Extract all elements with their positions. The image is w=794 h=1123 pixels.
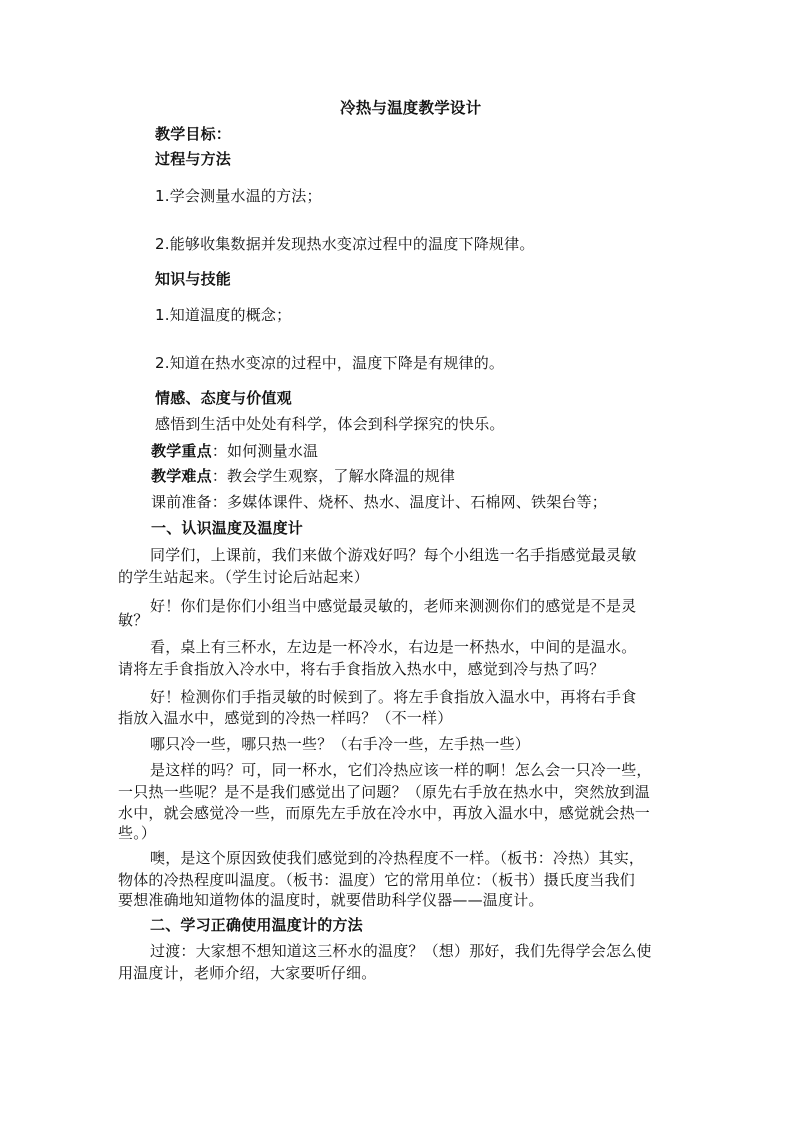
process-item: 2.能够收集数据并发现热水变凉过程中的温度下降规律。 xyxy=(155,235,535,253)
paragraph-line: 哪只冷一些，哪只热一些？（右手冷一些，左手热一些） xyxy=(150,735,531,753)
paragraph-line: 敏？ xyxy=(118,611,149,629)
paragraph-line: 物体的冷热程度叫温度。（板书：温度）它的常用单位：（板书）摄氏度当我们 xyxy=(118,871,636,889)
key-point-label: 教学重点 xyxy=(151,442,212,460)
paragraph-line: 一只热一些呢？是不是我们感觉出了问题？（原先右手放在热水中，突然放到温 xyxy=(118,783,651,801)
difficulty-text: ：教会学生观察，了解水降温的规律 xyxy=(211,467,456,485)
emotion-text: 感悟到生活中处处有科学，体会到科学探究的快乐。 xyxy=(155,415,505,433)
process-item: 1.学会测量水温的方法； xyxy=(155,187,322,205)
paragraph-line: 请将左手食指放入冷水中，将右手食指放入热水中，感觉到冷与热了吗？ xyxy=(118,660,605,678)
paragraph-line: 些。） xyxy=(118,824,157,842)
paragraph-line: 过渡：大家想不想知道这三杯水的温度？（想）那好，我们先得学会怎么使 xyxy=(150,942,652,960)
preparation: 课前准备：多媒体课件、烧杯、热水、温度计、石棉网、铁架台等； xyxy=(151,493,608,511)
paragraph-line: 是这样的吗？可，同一杯水，它们冷热应该一样的啊！怎么会一只冷一些， xyxy=(150,761,652,779)
knowledge-heading: 知识与技能 xyxy=(155,270,232,288)
paragraph-line: 水中，就会感觉冷一些，而原先左手放在冷水中，再放入温水中，感觉就会热一 xyxy=(118,804,651,822)
paragraph-line: 同学们，上课前，我们来做个游戏好吗？每个小组选一名手指感觉最灵敏 xyxy=(150,546,637,564)
paragraph-line: 好！你们是你们小组当中感觉最灵敏的，老师来测测你们的感觉是不是灵 xyxy=(150,597,637,615)
knowledge-item: 1.知道温度的概念； xyxy=(155,306,292,324)
paragraph-line: 噢，是这个原因致使我们感觉到的冷热程度不一样。（板书：冷热）其实， xyxy=(150,849,645,867)
paragraph-line: 要想准确地知道物体的温度时，就要借助科学仪器——温度计。 xyxy=(118,891,544,909)
process-heading: 过程与方法 xyxy=(155,150,232,168)
key-point xyxy=(151,441,318,461)
paragraph-line: 的学生站起来。（学生讨论后站起来） xyxy=(118,568,369,586)
section1-heading: 一、认识温度及温度计 xyxy=(151,519,304,537)
emotion-heading: 情感、态度与价值观 xyxy=(155,389,292,407)
paragraph-line: 用温度计，老师介绍，大家要听仔细。 xyxy=(118,964,377,982)
difficulty-label: 教学难点 xyxy=(151,467,212,485)
paragraph-line: 指放入温水中，感觉到的冷热一样吗？（不一样） xyxy=(118,709,453,727)
doc-title: 冷热与温度教学设计 xyxy=(340,99,482,117)
paragraph-line: 看，桌上有三杯水，左边是一杯冷水，右边是一杯热水，中间的是温水。 xyxy=(150,638,637,656)
section2-heading: 二、学习正确使用温度计的方法 xyxy=(150,916,363,934)
knowledge-item: 2.知道在热水变凉的过程中，温度下降是有规律的。 xyxy=(155,354,505,372)
paragraph-line: 好！检测你们手指灵敏的时候到了。将左手食指放入温水中，再将右手食 xyxy=(150,688,637,706)
goal-heading: 教学目标： xyxy=(155,125,232,143)
difficulty xyxy=(151,466,455,486)
key-point-text: ：如何测量水温 xyxy=(211,442,319,460)
